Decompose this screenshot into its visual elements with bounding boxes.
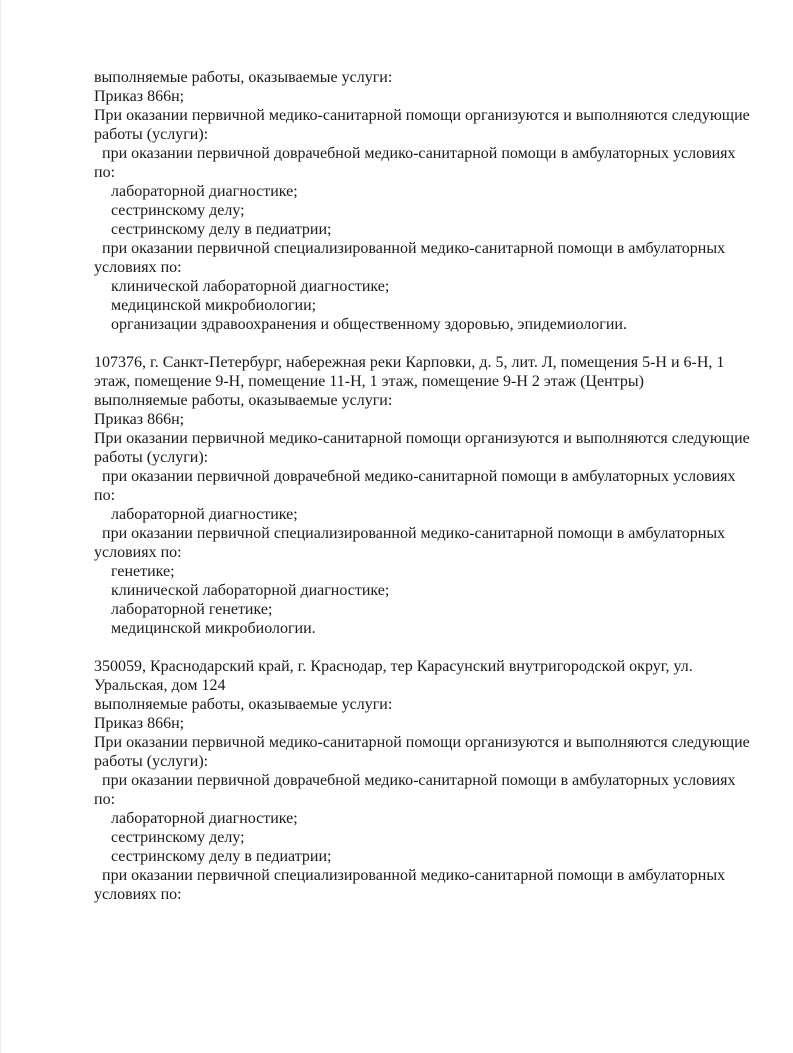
services-section-1 xyxy=(94,68,754,334)
text-line: клинической лабораторной диагностике; xyxy=(111,582,390,599)
text-line: работы (услуги): xyxy=(94,126,209,143)
text-line: медицинской микробиологии. xyxy=(111,620,316,637)
text-line: Приказ 866н; xyxy=(94,411,185,428)
text-line: клинической лабораторной диагностике; xyxy=(111,278,390,295)
text-line: Приказ 866н; xyxy=(94,715,185,732)
text-line: организации здравоохранения и общественному здоровью, эпидемиологии. xyxy=(111,316,627,333)
text-line: этаж, помещение 9-Н, помещение 11-Н, 1 этаж, помещение 9-Н 2 этаж (Центры) xyxy=(94,373,644,390)
text-line: лабораторной генетике; xyxy=(111,601,273,618)
text-line: лабораторной диагностике; xyxy=(111,506,298,523)
text-line: При оказании первичной медико-санитарной помощи организуются и выполняются следующие xyxy=(94,107,750,124)
text-line: условиях по: xyxy=(94,259,182,276)
text-line: При оказании первичной медико-санитарной помощи организуются и выполняются следующие xyxy=(94,734,750,751)
text-line: выполняемые работы, оказываемые услуги: xyxy=(94,392,393,409)
text-line: условиях по: xyxy=(94,886,182,903)
text-line: выполняемые работы, оказываемые услуги: xyxy=(94,696,393,713)
text-line: при оказании первичной доврачебной медико-санитарной помощи в амбулаторных условиях xyxy=(102,772,736,789)
text-line: при оказании первичной специализированной медико-санитарной помощи в амбулаторных xyxy=(102,525,726,542)
address-section-saint-petersburg xyxy=(94,353,754,638)
license-services-text xyxy=(94,68,754,904)
text-line: по: xyxy=(94,791,116,808)
text-line: по: xyxy=(94,487,116,504)
text-line: по: xyxy=(94,164,116,181)
text-line: Уральская, дом 124 xyxy=(94,677,226,694)
text-line: сестринскому делу в педиатрии; xyxy=(111,848,332,865)
text-line: При оказании первичной медико-санитарной помощи организуются и выполняются следующие xyxy=(94,430,750,447)
text-line: лабораторной диагностике; xyxy=(111,810,298,827)
text-line: при оказании первичной специализированной медико-санитарной помощи в амбулаторных xyxy=(102,867,726,884)
text-line: работы (услуги): xyxy=(94,753,209,770)
text-line: при оказании первичной доврачебной медико-санитарной помощи в амбулаторных условиях xyxy=(102,145,736,162)
text-line: Приказ 866н; xyxy=(94,88,185,105)
text-line: работы (услуги): xyxy=(94,449,209,466)
text-line: генетике; xyxy=(111,563,175,580)
text-line: условиях по: xyxy=(94,544,182,561)
text-line: медицинской микробиологии; xyxy=(111,297,317,314)
text-line: сестринскому делу; xyxy=(111,202,245,219)
text-line: 107376, г. Санкт-Петербург, набережная реки Карповки, д. 5, лит. Л, помещения 5-Н и 6-Н, 1 xyxy=(94,354,725,371)
text-line: сестринскому делу; xyxy=(111,829,245,846)
text-line: при оказании первичной доврачебной медико-санитарной помощи в амбулаторных условиях xyxy=(102,468,736,485)
text-line: 350059, Краснодарский край, г. Краснодар, тер Карасунский внутригородской округ, ул. xyxy=(94,658,693,675)
text-line: выполняемые работы, оказываемые услуги: xyxy=(94,69,393,86)
text-line: при оказании первичной специализированной медико-санитарной помощи в амбулаторных xyxy=(102,240,726,257)
address-section-krasnodar xyxy=(94,657,754,904)
text-line: лабораторной диагностике; xyxy=(111,183,298,200)
text-line: сестринскому делу в педиатрии; xyxy=(111,221,332,238)
